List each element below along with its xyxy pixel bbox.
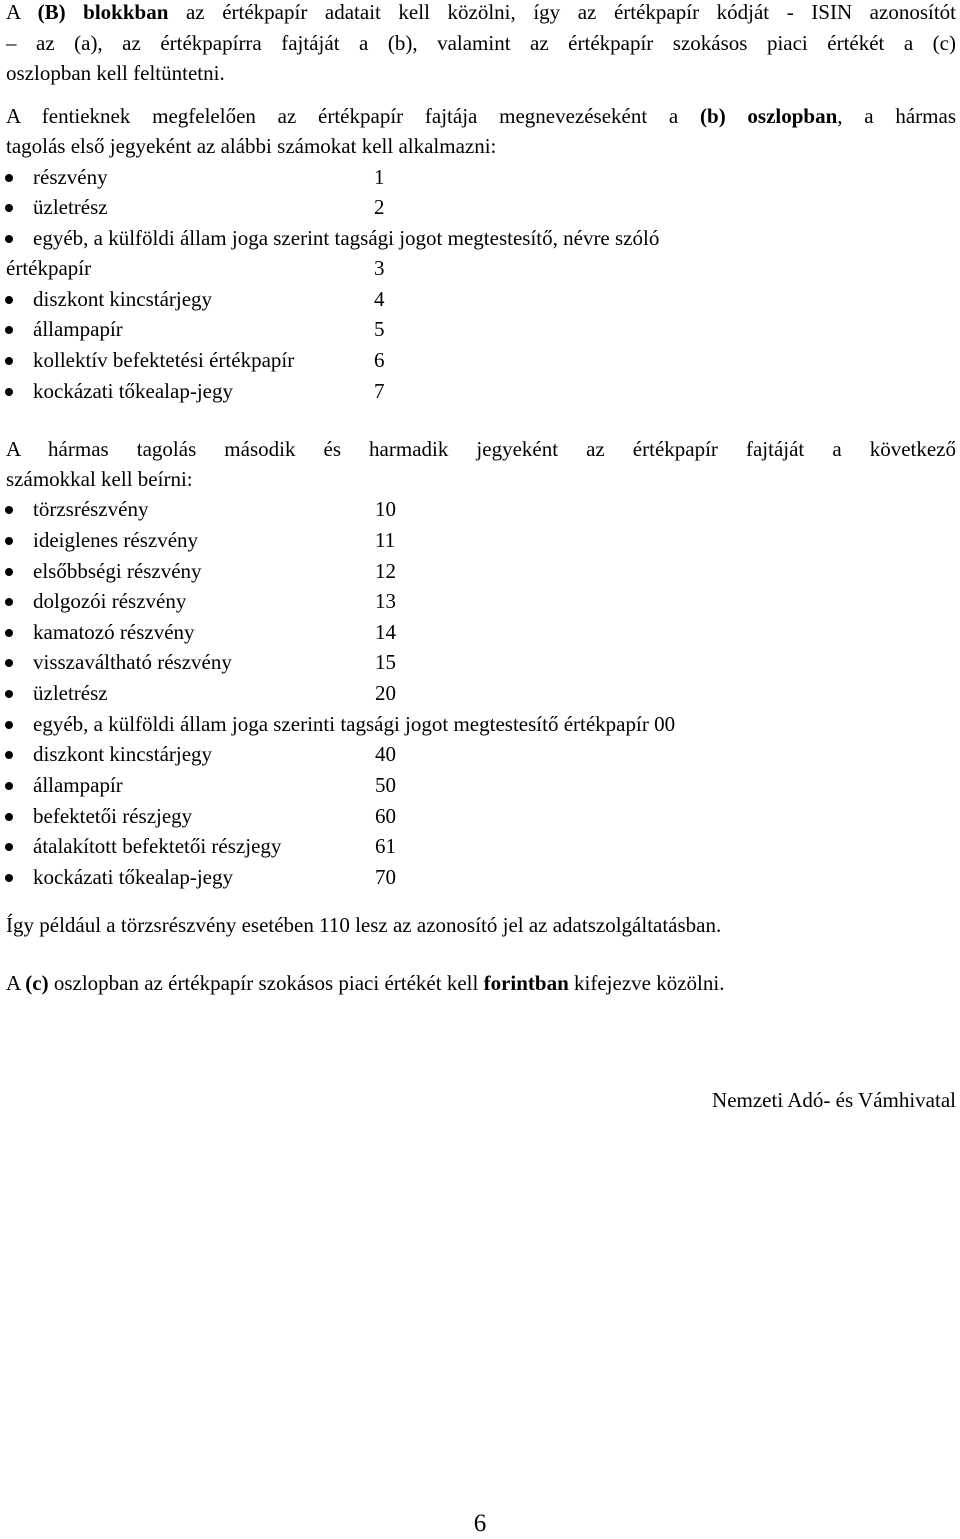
bullet-icon bbox=[5, 506, 13, 514]
bullet-icon bbox=[5, 174, 13, 182]
signature: Nemzeti Adó- és Vámhivatal bbox=[712, 1088, 956, 1112]
example-text: Így például a törzsrészvény esetében 110 lesz az azonosító jel az adatszolgáltatásban. bbox=[6, 913, 722, 937]
list-item-continuation: értékpapír 3 bbox=[6, 256, 385, 280]
list-item: ideiglenes részvény 11 bbox=[0, 525, 950, 556]
bullet-icon bbox=[5, 326, 13, 334]
bullet-icon bbox=[5, 874, 13, 882]
list-item: kamatozó részvény 14 bbox=[0, 617, 950, 648]
list-item: visszaváltható részvény 15 bbox=[0, 647, 950, 678]
list-item: diszkont kincstárjegy 40 bbox=[0, 739, 950, 770]
bullet-icon bbox=[5, 721, 13, 729]
bullet-icon bbox=[5, 568, 13, 576]
intro-line-1: A (B) blokkban az értékpapír adatait kell közölni, így az értékpapír kódját - ISIN azonosítót bbox=[6, 0, 956, 24]
list-item: üzletrész 2 bbox=[0, 192, 950, 223]
intro-line-2: – az (a), az értékpapírra fajtáját a (b), valamint az értékpapír szokásos piaci értékét a (c) bbox=[6, 31, 956, 55]
bullet-icon bbox=[5, 843, 13, 851]
bullet-icon bbox=[5, 690, 13, 698]
page-number: 6 bbox=[473, 1510, 487, 1537]
list-item: egyéb, a külföldi állam joga szerint tagsági jogot megtestesítő, névre szóló bbox=[0, 223, 950, 254]
list-item: üzletrész 20 bbox=[0, 678, 950, 709]
list-item: dolgozói részvény 13 bbox=[0, 586, 950, 617]
bullet-icon bbox=[5, 296, 13, 304]
para1-line-2: tagolás első jegyeként az alábbi számokat kell alkalmazni: bbox=[6, 134, 497, 158]
list-item: kockázati tőkealap-jegy 7 bbox=[0, 376, 950, 407]
bullet-icon bbox=[5, 598, 13, 606]
para3-text: A (c) oszlopban az értékpapír szokásos piaci értékét kell forintban kifejezve közölni. bbox=[6, 971, 725, 995]
bullet-icon bbox=[5, 629, 13, 637]
list-item: átalakított befektetői részjegy 61 bbox=[0, 831, 950, 862]
para1-bold: (b) oszlopban bbox=[700, 104, 838, 128]
list-item: kollektív befektetési értékpapír 6 bbox=[0, 345, 950, 376]
para2-line-2: számokkal kell beírni: bbox=[6, 467, 193, 491]
list-item: törzsrészvény 10 bbox=[0, 494, 950, 525]
bullet-icon bbox=[5, 782, 13, 790]
bullet-icon bbox=[5, 659, 13, 667]
bullet-icon bbox=[5, 751, 13, 759]
bullet-icon bbox=[5, 537, 13, 545]
bullet-icon bbox=[5, 204, 13, 212]
bullet-icon bbox=[5, 357, 13, 365]
bullet-icon bbox=[5, 388, 13, 396]
list-item: befektetői részjegy 60 bbox=[0, 801, 950, 832]
para1-line-1: A fentieknek megfelelően az értékpapír fajtája megnevezéseként a (b) oszlopban, a hármas bbox=[6, 104, 957, 128]
list-item: állampapír 5 bbox=[0, 314, 950, 345]
list-item: állampapír 50 bbox=[0, 770, 950, 801]
bullet-icon bbox=[5, 235, 13, 243]
intro-line-3: oszlopban kell feltüntetni. bbox=[6, 61, 225, 85]
list-item: diszkont kincstárjegy 4 bbox=[0, 284, 950, 315]
intro-bold-block: (B) blokkban bbox=[37, 0, 169, 24]
bullet-icon bbox=[5, 813, 13, 821]
list-item: részvény 1 bbox=[0, 162, 950, 193]
list-item: elsőbbségi részvény 12 bbox=[0, 556, 950, 587]
para2-line-1: A hármas tagolás második és harmadik jegyeként az értékpapír fajtáját a következő bbox=[6, 437, 956, 461]
list-item: egyéb, a külföldi állam joga szerinti tagsági jogot megtestesítő értékpapír 00 bbox=[0, 709, 950, 740]
list-item: kockázati tőkealap-jegy 70 bbox=[0, 862, 950, 893]
